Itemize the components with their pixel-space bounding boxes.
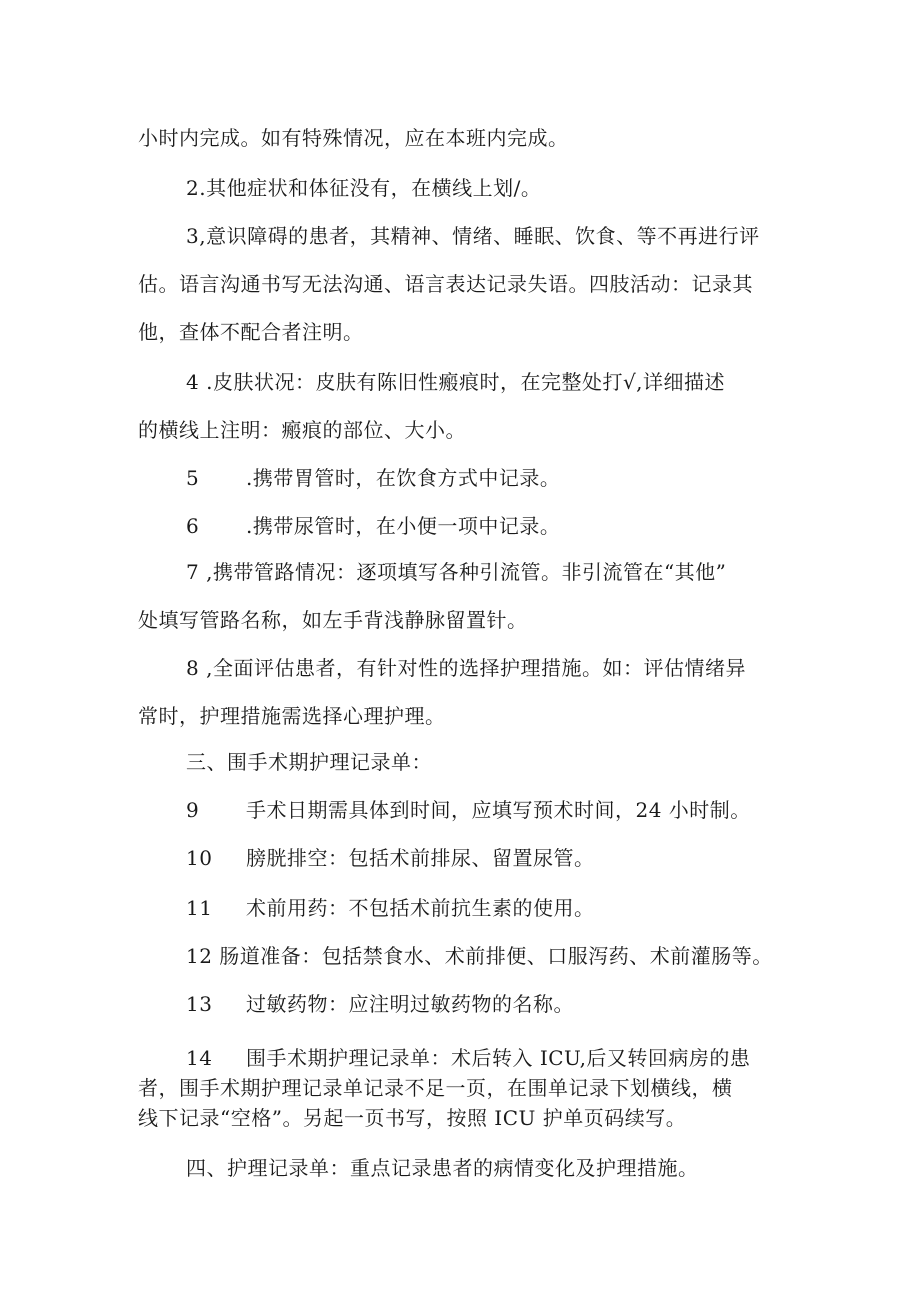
item-number: 5: [186, 466, 200, 490]
section-heading: 三、围手术期护理记录单：: [186, 750, 432, 774]
paragraph-line: 估。语言沟通书写无法沟通、语言表达记录失语。四肢活动：记录其: [138, 272, 753, 296]
list-item: [186, 514, 560, 538]
list-item: [186, 992, 574, 1016]
paragraph-line: 处填写管路名称，如左手背浅静脉留置针。: [138, 608, 528, 632]
paragraph-line: 3,意识障碍的患者，其精神、情绪、睡眠、饮食、等不再进行评: [186, 224, 760, 248]
section-heading: 四、护理记录单：重点记录患者的病情变化及护理措施。: [186, 1156, 699, 1180]
item-number: 6: [186, 514, 200, 538]
item-text: .携带尿管时，在小便一项中记录。: [246, 514, 561, 538]
item-number: 14: [186, 1046, 213, 1070]
list-item: [186, 896, 595, 920]
paragraph-line: 线下记录“空格”。另起一页书写，按照 ICU 护单页码续写。: [138, 1106, 687, 1130]
paragraph-line: 者，围手术期护理记录单记录不足一页，在围单记录下划横线，横: [138, 1076, 733, 1100]
list-item: [186, 466, 560, 490]
item-text: 围手术期护理记录单：术后转入 ICU,后又转回病房的患: [246, 1046, 751, 1070]
list-item: [186, 1046, 750, 1070]
item-text: 术前用药：不包括术前抗生素的使用。: [246, 896, 595, 920]
paragraph-line: 常时，护理措施需选择心理护理。: [138, 704, 446, 728]
list-item: [186, 846, 595, 870]
item-number: 13: [186, 992, 213, 1016]
item-number: 9: [186, 798, 200, 822]
item-text: 过敏药物：应注明过敏药物的名称。: [246, 992, 574, 1016]
item-number: 10: [186, 846, 213, 870]
item-text: .携带胃管时，在饮食方式中记录。: [246, 466, 561, 490]
item-text: 手术日期需具体到时间，应填写预术时间，24 小时制。: [246, 798, 751, 822]
item-text: 膀胱排空：包括术前排尿、留置尿管。: [246, 846, 595, 870]
paragraph-line: 2.其他症状和体征没有，在横线上划/。: [186, 176, 542, 200]
paragraph-line: 他，查体不配合者注明。: [138, 320, 364, 344]
paragraph-line: 8 ,全面评估患者，有针对性的选择护理措施。如：评估情绪异: [186, 656, 746, 680]
paragraph-line: 小时内完成。如有特殊情况，应在本班内完成。: [138, 126, 569, 150]
paragraph-line: 7 ,携带管路情况：逐项填写各种引流管。非引流管在“其他”: [186, 560, 727, 584]
item-number: 11: [186, 896, 213, 920]
paragraph-line: 12 肠道准备：包括禁食水、术前排便、口服泻药、术前灌肠等。: [186, 944, 773, 968]
paragraph-line: 的横线上注明：瘢痕的部位、大小。: [138, 418, 466, 442]
paragraph-line: 4 .皮肤状况：皮肤有陈旧性瘢痕时，在完整处打√,详细描述: [186, 370, 726, 394]
list-item: [186, 798, 751, 822]
